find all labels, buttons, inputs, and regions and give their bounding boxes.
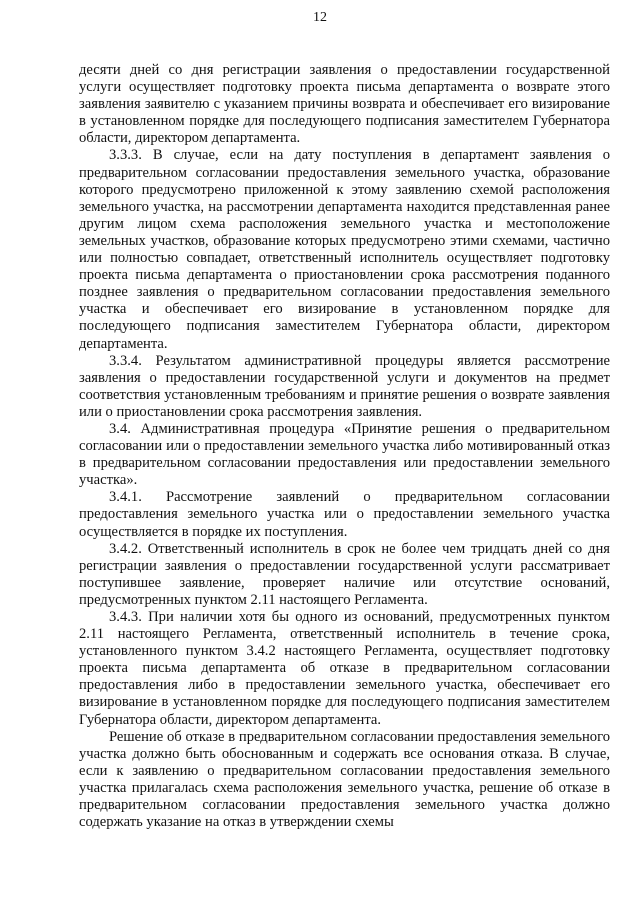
page-number: 12 [313,10,327,25]
paragraph-3-3-4: 3.3.4. Результатом административной процедуры является рассмотрение заявления о предоставлении государственной услуги и документов на предмет соответствия установленным требованиям и принятие решения о возврате заявления или о приостановлении срока рассмотрения заявления. [79,352,610,420]
document-body [79,62,610,831]
paragraph-3-4-3: 3.4.3. При наличии хотя бы одного из оснований, предусмотренных пунктом 2.11 настоящего Регламента, ответственный исполнитель в течение срока, установленного пунктом 3.4.2 настоящего Регламента, осуществляет подготовку проекта письма департамента об отказе в предварительном согласовании предоставления либо в предоставлении земельного участка, обеспечивает его визирование в установленном порядке для последующего подписания заместителем Губернатора области, директором департамента. [79,609,610,728]
paragraph-refusal-decision: Решение об отказе в предварительном согласовании предоставления земельного участка должно быть обоснованным и содержать все основания отказа. В случае, если к заявлению о предварительном согласовании предоставления земельного участка прилагалась схема расположения земельного участка, решение об отказе в предварительном согласовании предоставления земельного участка должно содержать указание на отказ в утверждении схемы [79,728,610,831]
paragraph-3-4: 3.4. Административная процедура «Принятие решения о предварительном согласовании или о предоставлении земельного участка либо мотивированный отказ в предварительном согласовании предоставления или предоставлении земельного участка». [79,420,610,489]
paragraph-3-4-1: 3.4.1. Рассмотрение заявлений о предварительном согласовании предоставления земельного участка или о предоставлении земельного участка осуществляется в порядке их поступления. [79,489,610,540]
paragraph-3-3-3: 3.3.3. В случае, если на дату поступления в департамент заявления о предварительном согласовании предоставления земельного участка, образование которого предусмотрено приложенной к этому заявлению схемой расположения земельного участка, на рассмотрении департамента находится представленная ранее другим лицом схема расположения земельного участка и местоположение земельных участков, образование которых предусмотрено этими схемами, частично или полностью совпадает, ответственный исполнитель осуществляет подготовку проекта письма департамента о приостановлении срока рассмотрения поданного позднее заявления о предварительном согласовании предоставления земельного участка и обеспечивает его визирование в установленном порядке для последующего подписания заместителем Губернатора области, директором департамента. [79,147,610,352]
paragraph-1: десяти дней со дня регистрации заявления о предоставлении государственной услуги осуществляет подготовку проекта письма департамента о возврате этого заявления заявителю с указанием причины возврата и обеспечивает его визирование в установленном порядке для последующего подписания заместителем Губернатора области, директором департамента. [79,62,610,147]
paragraph-3-4-2: 3.4.2. Ответственный исполнитель в срок не более чем тридцать дней со дня регистрации заявления о предоставлении государственной услуги рассматривает поступившее заявление, проверяет наличие или отсутствие оснований, предусмотренных пунктом 2.11 настоящего Регламента. [79,540,610,608]
